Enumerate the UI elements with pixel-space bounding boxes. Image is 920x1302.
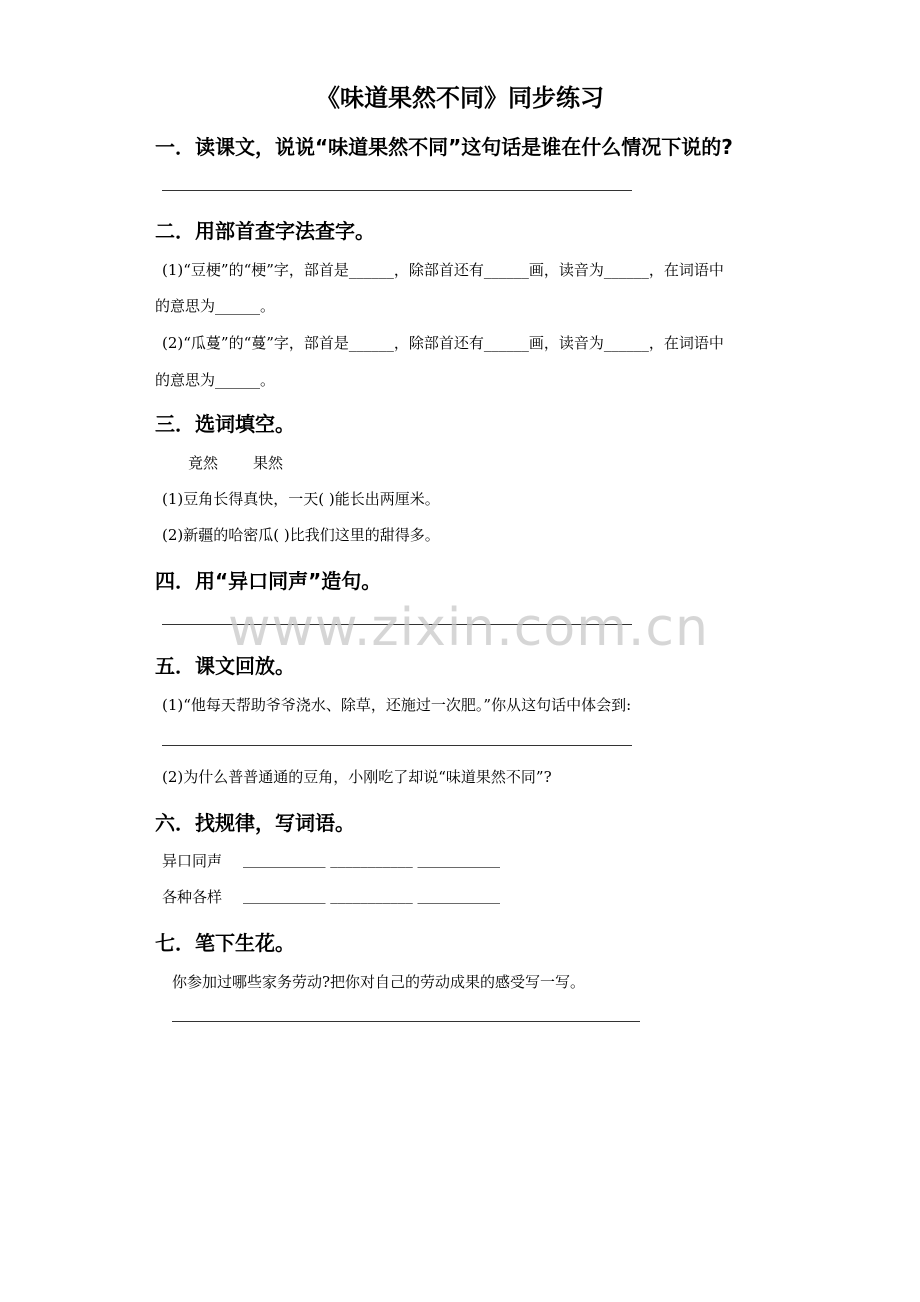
section-2-line-1: (1)“豆梗”的“梗”字，部首是______，除部首还有______画，读音为______，在词语中 <box>162 261 724 279</box>
word-option-1: 竟然 <box>188 454 219 472</box>
section-6-label-2: 各种各样 <box>162 888 223 906</box>
answer-line-1[interactable] <box>162 190 632 191</box>
section-6-blanks-1[interactable]: ___________ ___________ ___________ <box>243 850 501 868</box>
section-6-blanks-2[interactable]: ___________ ___________ ___________ <box>243 886 501 904</box>
word-option-2: 果然 <box>253 454 284 472</box>
section-5-item-2: (2)为什么普普通通的豆角，小刚吃了却说“味道果然不同”? <box>162 768 552 786</box>
section-7-heading: 七．笔下生花。 <box>155 931 295 955</box>
section-5-heading: 五．课文回放。 <box>155 654 295 678</box>
section-6-heading: 六．找规律，写词语。 <box>155 811 355 835</box>
section-2-line-3: (2)“瓜蔓”的“蔓”字，部首是______，除部首还有______画，读音为______，在词语中 <box>162 334 724 352</box>
section-3-heading: 三．选词填空。 <box>155 412 295 436</box>
answer-line-7[interactable] <box>172 1021 640 1022</box>
section-2-line-2: 的意思为______。 <box>155 297 276 315</box>
section-3-item-1: (1)豆角长得真快，一天( )能长出两厘米。 <box>162 490 440 508</box>
section-1-heading: 一．读课文，说说“味道果然不同”这句话是谁在什么情况下说的? <box>155 135 733 159</box>
section-5-item-1: (1)“他每天帮助爷爷浇水、除草，还施过一次肥。”你从这句话中体会到: <box>162 696 632 714</box>
answer-line-5-1[interactable] <box>162 745 632 746</box>
section-3-item-2: (2)新疆的哈密瓜( )比我们这里的甜得多。 <box>162 526 440 544</box>
section-6-label-1: 异口同声 <box>162 852 223 870</box>
section-2-line-4: 的意思为______。 <box>155 371 276 389</box>
section-4-heading: 四．用“异口同声”造句。 <box>155 569 382 593</box>
site-watermark: www.zixin.com.cn <box>228 598 709 658</box>
page-title: 《味道果然不同》同步练习 <box>316 84 604 112</box>
section-7-prompt: 你参加过哪些家务劳动?把你对自己的劳动成果的感受写一写。 <box>172 973 586 991</box>
section-2-heading: 二．用部首查字法查字。 <box>155 219 375 243</box>
